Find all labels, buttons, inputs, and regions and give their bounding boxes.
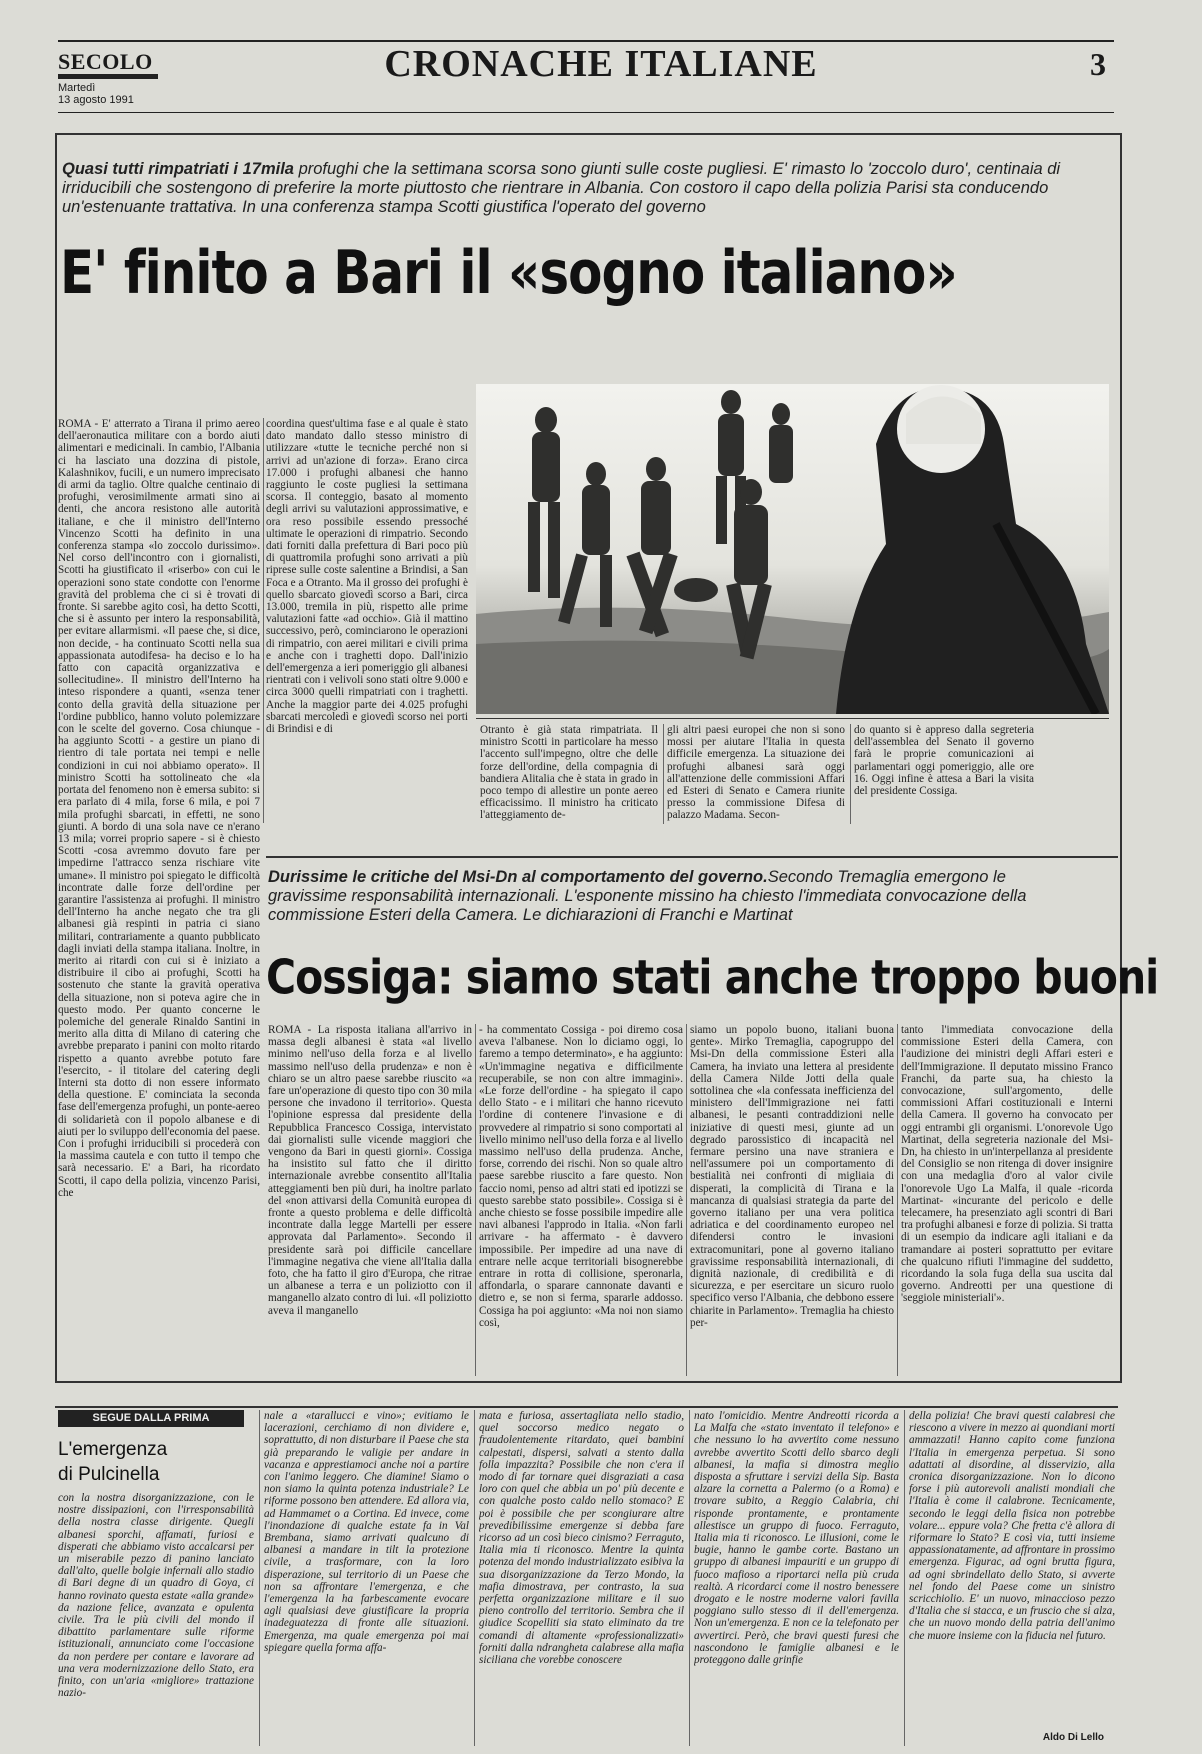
column-divider <box>897 1024 898 1376</box>
column-divider <box>689 1410 690 1746</box>
story1-column-4: gli altri paesi europei che non si sono mossi per aiutare l'Italia in questa difficile emergenza. La situazione dei profughi albanesi sarà oggi all'attenzione delle commissioni Affari ed Esteri di Senato e Camera riunite presso la commissione Difesa di palazzo Madama. Secon- <box>667 724 845 822</box>
story1-kicker-bold: Quasi tutti rimpatriati i 17mila <box>62 160 294 178</box>
masthead <box>58 50 158 106</box>
column-divider <box>663 724 664 824</box>
story2-column-1: ROMA - La risposta italiana all'arrivo in massa degli albanesi è stata «al livello minimo nell'uso della forza e al livello massimo nell'uso della prudenza» e non è chiaro se un altro paese sarebbe riuscito «a fare un'operazione di questo tipo con 30 mila persone che invadono il territorio». Questa l'opinione espressa dal presidente della Repubblica Francesco Cossiga, intervistato dai giornalisti sulle vicende maggiori che vengono da Bari in questi giorni». Cossiga ha insistito sul fatto che il diritto internazionale avrebbe consentito all'Italia atteggiamenti ben più duri, ha inoltre parlato del «non attivarsi della Comunità europea di fronte a questo problema e delle difficoltà incontrate dalla legge Martelli per essere approvata dal Parlamento». Secondo il presidente sarà poi difficile cancellare l'immagine negativa che viene all'Italia dalla foto, che ha fatto il giro d'Europa, che ritrae un albanese a terra e un poliziotto con il manganello alzato contro di lui. «Il poliziotto aveva il manganello <box>268 1024 472 1317</box>
story3-column-1: con la nostra disorganizzazione, con le nostre dissipazioni, con l'irresponsabilità della nostra classe dirigente. Quegli albanesi sporchi, affamati, furiosi e disperati che abbiamo visto accalcarsi per un miserabile pezzo di panino lanciato dall'alto, quelle bolgie infernali allo stadio di Bari degne di un quadro di Goya, ci hanno rovinato questa estate «alla grande» da nazione felice, avanzata e opulenta civile. Tra le più civili del mondo il dibattito parlamentare sulle riforme istituzionali, annunciato come l'occasione da non perdere per contare e lavorare ad una vera modernizzazione dello Stato, era finito, con un'aria «migliore» trattazione nazio- <box>58 1492 254 1700</box>
story2-kicker-text: Secondo Tremaglia emergono le gravissime responsabilità internazionali. L'esponente missino ha chiesto l'immediata convocazione della commissione Esteri della Camera. Le dichiarazioni di Franchi e Martinat <box>268 868 1027 924</box>
photo-scene-illustration <box>476 384 1109 714</box>
column-divider <box>263 418 264 823</box>
story1-column-5: do quanto si è appreso dalla segreteria dell'assemblea del Senato il governo farà le proprie comunicazioni ai parlamentari oggi pomeriggio, alle ore 16. Oggi infine è attesa a Bari la visita del presidente Cossiga. <box>854 724 1034 798</box>
story2-column-4: tanto l'immediata convocazione della commissione Esteri della Camera, con l'audizione dei ministri degli Affari esteri e dell'Immigrazione. Il deputato missino Franco Franchi, da parte sua, ha chiesto la convocazione, sull'argomento, delle commissioni Affari costituzionali e Interni della Camera. Il governo ha convocato per oggi entrambi gli organismi. L'onorevole Ugo Martinat, della segreteria nazionale del Msi-Dn, ha chiesto in un'interpellanza al presidente del Consiglio se non ritenga di dover insignire con una medaglia d'oro al valor civile l'onorevole Ugo La Malfa, il quale -ricorda Martinat- «incurante del pericolo e delle telecamere, ha presenziato agli scontri di Bari tra profughi albanesi e forze di polizia. Si tratta di un esempio da indicare agli italiani e da tramandare ai posteri soprattutto per evitare che qualcuno rifiuti l'immagine del suddetto, ricordando la sola fuga della sua uscita dal governo. Andreotti per una questione di 'seggiole ministeriali'». <box>901 1024 1113 1305</box>
story1-column-1: ROMA - E' atterrato a Tirana il primo aereo dell'aeronautica militare con a bordo aiuti alimentari e medicinali. In cambio, l'Albania ci ha lasciato una dozzina di pistole, Kalashnikov, fucili, e un numero imprecisato di armi da taglio. Oltre qualche centinaio di profughi, verosimilmente armati sino ai denti, che ancora resistono alle autorità italiane, e che il ministro dell'Interno Vincenzo Scotti ha definito in una conferenza stampa «lo zoccolo durissimo». Nel corso dell'incontro con i giornalisti, Scotti ha giustificato il «riserbo» con cui le operazioni sono state condotte con l'enorme gravità del problema che ci si è trovati di fronte. Si sarebbe agito così, ha detto Scotti, che si è assunto per intero la responsabilità, per evitare allarmismi. «Il paese che, si dice, non decide, - ha continuato Scotti nella sua appassionata autodifesa- ha deciso e lo ha fatto con capacità organizzativa e sollecitudine». Il ministro dell'Interno ha inteso rispondere a quanti, «senza tener conto della gravità della situazione per l'ordine pubblico, hanno voluto polemizzare con le scelte del governo. Cosa chiunque - ha aggiunto Scotti - a gestire un piano di rientro di tale portata nei tempi e nelle condizioni in cui noi abbiamo operato». Il ministro Scotti ha sottolineato che «la portata del fenomeno non è emersa subito: si era parlato di 4 mila, forse 6 mila, e poi 7 mila profughi sbarcati, in effetti, ne sono giunti. A bordo di una sola nave ce n'erano 13 mila; vorrei proprio sapere - si è chiesto Scotti -cosa avremmo dovuto fare per impedirne l'attracco senza rischiare vite umane». Il ministro poi spiegato le difficoltà incontrate dalle forze dell'ordine per garantire l'assistenza ai profughi. Il ministro dell'Interno ha anche negato che tra gli albanesi già respinti in patria ci siano militari, contrariamente a quanto pubblicato dagli inviati della stampa italiana. Inoltre, in merito ai ritardi con cui si è iniziato a distribuire il cibo ai profughi, Scotti ha sostenuto che stante la gravità operativa della situazione, non si poteva agire che in questo modo. Per quanto concerne le polemiche del generale Rinaldo Santini in merito alla ditta di Milano di catering che avrebbe preparato i panini con molto ritardo rispetto a quanto avrebbe potuto fare l'esercito, - il titolare del catering degli Interni sta dotto di non essere informato della questione. E' cominciata la seconda fase dell'emergenza profughi, un ponte-aereo di solidarietà con il popolo albanese e di aiuti per lo sviluppo dell'economia del paese. Con i profughi irriducibili si procederà con la massima cautela e con tutto il tempo che sarà necessario. E' a Bari, ha ricordato Scotti, il capo della polizia, vincenzo Parisi, che <box>58 418 260 1199</box>
continued-label: SEGUE DALLA PRIMA <box>58 1410 244 1427</box>
date-weekday: Martedì <box>58 82 96 94</box>
column-divider <box>850 724 851 824</box>
story2-top-rule <box>266 856 1118 858</box>
date-full: 13 agosto 1991 <box>58 94 134 106</box>
photo-caption-rule <box>476 718 1109 719</box>
column-divider <box>259 1410 260 1746</box>
story1-column-2: coordina quest'ultima fase e al quale è stato dato mandato dallo stesso ministro di utilizzare «tutte le tecniche perché non si arrivi ad un'azione di forza». Erano circa 17.000 i profughi albanesi che hanno raggiunto le coste pugliesi la settimana scorsa. Il conteggio, basato al momento degli arrivi su valutazioni approssimative, e ora reso possibile essendo pressoché ultimate le operazioni di rimpatrio. Secondo dati forniti dalla prefettura di Bari poco più di quattromila profughi sono arrivati a più riprese sulle coste salentine a Brindisi, a San Foca e a Otranto. Ma il grosso dei profughi è quello sbarcato giovedì scorso a Bari, circa 13.000, tremila in più, rispetto alle prime valutazioni fatte «ad occhio». Già il mattino successivo, però, cominciarono le operazioni di rimpatrio, con aerei militari e civili prima e anche con i traghetti dopo. Dall'inizio dell'emergenza a ieri pomeriggio gli albanesi rientrati con i velivoli sono stati oltre 9.000 e circa 3000 quelli rimpatriati con i traghetti. Anche la maggior parte dei 4.025 profughi sbarcati mercoledì e giovedì scorso nei porti di Brindisi e di <box>266 418 468 736</box>
story3-column-4: nato l'omicidio. Mentre Andreotti ricorda a La Malfa che «stato inventato il telefono» e che nessuno lo ha avvertito come nessuno avrebbe avvertito Scotti dello sbarco degli albanesi, la mafia si dimostra meglio disposta a sfruttare i servizi della Sip. Basta alzare la cornetta a Palermo (o a Roma) e trovare subito, a Reggio Calabria, chi risponde prontamente, e prontamente allestisce un gruppo di fuoco. Ferraguto, Italia mia ti riconosco. Le illusioni, come le bugie, hanno le gambe corte. Bastano un gruppo di albanesi impauriti e un gruppo di fuoco mafioso a riportarci nella più cruda realtà. A ricordarci come il nostro benessere drogato e le nostre moderne valori favilla poggiano sullo stesso di il dell'emergenza. Non un'emergenza. E non ce la telefonato per avvertirci. Però, che bravi questi furesi che nascondono le famiglie albanesi e le proteggono dalle grinfie <box>694 1410 899 1667</box>
column-divider <box>904 1410 905 1746</box>
story1-headline: E' finito a Bari il «sogno italiano» <box>60 238 957 308</box>
section-title: CRONACHE ITALIANE <box>384 43 818 85</box>
story2-headline: Cossiga: siamo stati anche troppo buoni <box>266 950 1159 1006</box>
story2-kicker-bold: Durissime le critiche del Msi-Dn al comportamento del governo. <box>268 868 768 886</box>
column-divider <box>686 1024 687 1376</box>
story3-column-3: mata e furiosa, assertagliata nello stadio, quel soccorso medico negato o fraudolentemente ritardato, quei bambini calpestati, dispersi, salvati a stento dalla folla impazzita? Possibile che non c'era il modo di far tornare quei disgraziati a casa loro con quel che abbia un po' più decente e con qualche posto caldo nello stomaco? E poi è possibile che per scongiurare altre prevedibilissime emergenze si debba fare ricorso ad un così bieco cinismo? Ferraguto, Italia mia ti riconosco. Mentre la quinta potenza del mondo industrializzato esibiva la sua disorganizzazione da Terzo Mondo, la mafia dimostrava, per contrasto, la sua perfetta organizzazione militare e il suo pieno controllo del territorio. Sembra che il giudice Scopelliti sia stato eliminato da tre comandi di altamente «professionalizzati» forniti dalla ndrangheta calabrese alla mafia siciliana che vorebbe conoscere <box>479 1410 684 1667</box>
column-divider <box>474 1410 475 1746</box>
story3-column-2: nale a «tarallucci e vino»; evitiamo le lacerazioni, cerchiamo di non dividere e, soprattutto, di non disturbare il Paese che sta già preparando le valigie per andare in vacanza e apprestiamoci anche noi a partire con l'animo leggero. Che diamine! Siamo o non siamo la quinta potenza industriale? Le riforme possono ben attendere. Ed allora via, ad Hammamet o a Cortina. Ed invece, come l'inondazione di qualche estate fa in Val Brembana, siamo arrivati qualcuno di albanesi a mandare in tilt la protezione civile, a trasformare, con la loro disperazione, sul territorio di un Paese che non sa affrontare l'emergenza, e che l'emergenza la ha farbescamente evocare agli qualsiasi deve giustificare la propria inadeguatezza di fronte alle situazioni. Emergenza, ma quale emergenza poi mai spiegare quella forma affa- <box>264 1410 469 1654</box>
story2-column-3: siamo un popolo buono, italiani buona gente». Mirko Tremaglia, capogruppo del Msi-Dn della commissione Esteri alla Camera, ha inviato una lettera al presidente della Camera Nilde Jotti della quale sottolinea che «la confessata inefficienza del ministero dell'Immigrazione nei fatti albanesi, le pesanti contraddizioni nelle iniziative di questi mesi, giunte ad un degrado parossistico di incapacità nel fermare persino una nave straniera e nell'assumere poi un comportamento di bestialità nei confronti di migliaia di disperati, la complicità di Tirana e la mancanza di qualsiasi strategia da parte del governo italiano per una vera politica adriatica e del coordinamento europeo nel difendersi contro le invasioni extracomunitari, pone al governo italiano gravissime responsabilità internazionali, di dignità nazionale, di credibilità e di sicurezza, e per esercitare un sicuro ruolo specifico verso l'Albania, che debbono essere chiarite in Parlamento». Tremaglia ha chiesto per- <box>690 1024 894 1329</box>
story2-kicker <box>268 868 1068 925</box>
header-bottom-rule <box>58 112 1114 113</box>
story1-column-3: Otranto è già stata rimpatriata. Il ministro Scotti in particolare ha messo l'accento sull'impegno, oltre che delle forze dell'ordine, della compagnia di bandiera Alitalia che è stata in grado in poco tempo di allestire un ponte aereo efficacissimo. Il ministro ha criticato l'atteggiamento de- <box>480 724 658 822</box>
page-number: 3 <box>1090 46 1106 82</box>
column-divider <box>475 1024 476 1376</box>
story3-title <box>58 1437 244 1487</box>
story1-kicker-text: profughi che la settimana scorsa sono giunti sulle coste pugliesi. E' rimasto lo 'zoccolo duro', centinaia di irriducibili che sostengono di preferire la morte piuttosto che rientrare in Albania. Con costoro il capo della polizia Parisi sta conducendo un'estenuante trattativa. In una conferenza stampa Scotti giustifica l'operato del governo <box>62 160 1061 216</box>
story2-column-2: - ha commentato Cossiga - poi diremo cosa aveva l'albanese. Non lo diciamo oggi, lo faremo a tempo determinato», e ha aggiunto: «Un'immagine negativa e difficilmente recuperabile, se non con altre immagini». «Le forze dell'ordine - ha spiegato il capo dello Stato - e i militari che hanno ricevuto l'ordine di contenere l'invasione e di provvedere al rimpatrio si sono comportati al livello minimo nell'uso della forza e al livello massimo nell'uso della prudenza. Anche, forse, correndo dei rischi. Non so quale altro paese sarebbe riuscito a fare questo. Non faccio nomi, penso ad altri stati ed ipotizzi se questo sarebbe stato possibile». Cossiga si è anche chiesto se fosse possibile impedire alle navi albanesi l'approdo in Italia. «Non farli arrivare - ha affermato - è davvero impossibile. Per impedire ad una nave di entrare nelle acque territoriali bisognerebbe entrare in rotta di collisione, speronarla, affondarla, o sparare cannonate davanti e dietro e, se non si ferma, spararle addosso. Cossiga ha poi aggiunto: «Ma noi non siamo così, <box>479 1024 683 1329</box>
story1-kicker <box>62 160 1102 217</box>
story3-title-line-2: di Pulcinella <box>58 1464 160 1485</box>
author-signature: Aldo Di Lello <box>1042 1732 1104 1743</box>
story3-title-line-1: L'emergenza <box>58 1439 168 1460</box>
newspaper-name: SECOLO <box>58 50 158 79</box>
story3-column-5: della polizia! Che bravi questi calabresi che riescono a vivere in mezzo ai quondiani morti ammazzati! Hanno capito come funziona l'Italia in emergenza perpetua. Si sono adattati al disordine, al disservizio, alla cronica disorganizzazione. Non lo dicono forse i più autorevoli analisti mondiali che l'Italia è come il calabrone. Tecnicamente, secondo le leggi della fisica non potrebbe volare... eppure vola? Che fretta c'è allora di riformare lo Stato? E così via, tutti insieme appassionatamente, ad affrontare in prossimo emergenza. Figurac, ad ogni brutta figura, ad ogni sbrindellato dello Stato, si avverte nel fondo del Paese come un sinistro scricchiolio. E' un nuovo, minaccioso pezzo d'Italia che si stacca, e un fruscio che si alza, che un nuovo mondo della patria dell'animo che muore insieme con la fiducia nel futuro. <box>909 1410 1115 1642</box>
news-photo <box>476 384 1109 714</box>
